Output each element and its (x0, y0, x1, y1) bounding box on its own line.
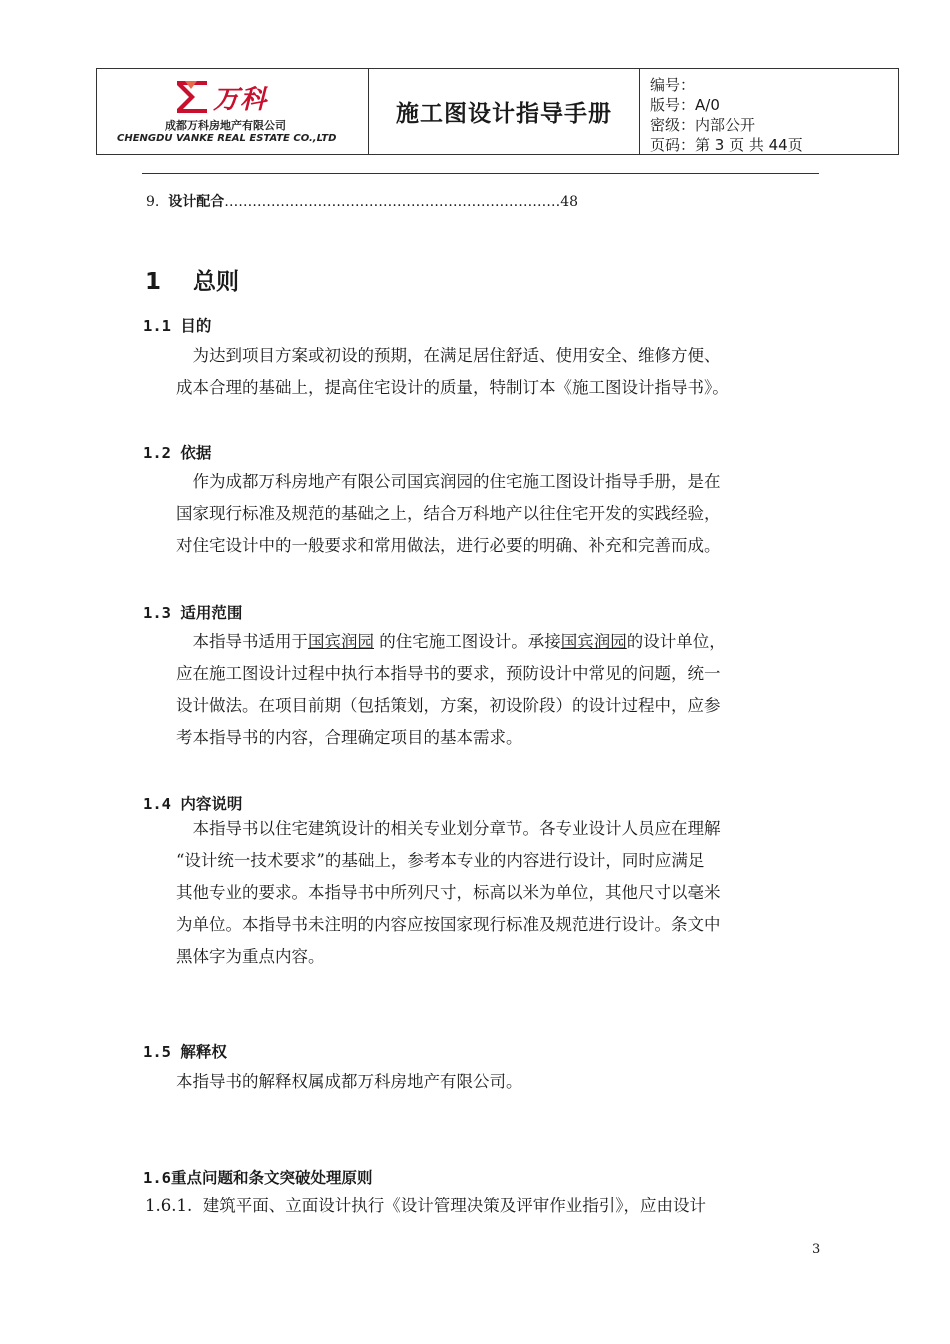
header-divider (142, 173, 819, 174)
section-paragraph (176, 626, 824, 754)
text-run: 本指导书适用于 (176, 632, 308, 651)
vanke-logo-icon (175, 79, 209, 113)
meta-code: 编号： (650, 76, 696, 94)
company-logo (97, 69, 369, 154)
paragraph-line: 成本合理的基础上，提高住宅设计的质量，特制订本《施工图设计指导书》。 (176, 378, 729, 397)
section-title: 目的 (180, 317, 212, 335)
toc-label: 设计配合 (168, 194, 225, 210)
section-title: 适用范围 (180, 604, 243, 622)
text-run: 的设计单位， (626, 632, 726, 651)
paragraph-line: 本指导书的解释权属成都万科房地产有限公司。 (176, 1072, 523, 1091)
paragraph-line: 国家现行标准及规范的基础之上，结合万科地产以往住宅开发的实践经验， (176, 504, 721, 523)
chapter-title: 总则 (193, 269, 240, 295)
paragraph-line: 考本指导书的内容，合理确定项目的基本需求。 (176, 728, 523, 747)
section-heading (143, 601, 242, 623)
logo-company-cn: 成都万科房地产有限公司 (165, 119, 286, 132)
paragraph-line: 对住宅设计中的一般要求和常用做法，进行必要的明确、补充和完善而成。 (176, 536, 721, 555)
section-heading (143, 792, 242, 814)
logo-wordmark: 万科 (213, 85, 268, 115)
section-paragraph (176, 466, 824, 562)
paragraph-line: 为单位。本指导书未注明的内容应按国家现行标准及规范进行设计。条文中 (176, 915, 721, 934)
section-paragraph (176, 340, 824, 404)
section-number: 1.5 (143, 1043, 171, 1061)
paragraph-line: 设计做法。在项目前期（包括策划，方案，初设阶段）的设计过程中，应参 (176, 696, 721, 715)
document-title: 施工图设计指导手册 (369, 69, 640, 154)
section-title: 重点问题和条文突破处理原则 (171, 1169, 373, 1187)
clause-item (145, 1192, 706, 1216)
clause-text: 建筑平面、立面设计执行《设计管理决策及评审作业指引》，应由设计 (202, 1196, 706, 1215)
logo-company-en: CHENGDU VANKE REAL ESTATE CO.,LTD (117, 133, 337, 144)
paragraph-line: 黑体字为重点内容。 (176, 947, 325, 966)
clause-number: 1.6.1. (145, 1196, 193, 1215)
section-paragraph (176, 813, 824, 973)
page-number: 3 (812, 1242, 821, 1257)
section-title: 依据 (180, 444, 212, 462)
paragraph-line: 作为成都万科房地产有限公司国宾润园的住宅施工图设计指导手册，是在 (176, 472, 721, 491)
section-heading (143, 1040, 227, 1062)
text-run: 的住宅施工图设计。承接 (374, 632, 561, 651)
section-number: 1.2 (143, 444, 171, 462)
chapter-number: 1 (145, 269, 162, 295)
meta-security: 密级：内部公开 (650, 116, 756, 134)
paragraph-line: 本指导书以住宅建筑设计的相关专业划分章节。各专业设计人员应在理解 (176, 819, 721, 838)
section-heading (143, 441, 211, 463)
section-paragraph (176, 1066, 824, 1098)
section-number: 1.4 (143, 795, 171, 813)
document-header (96, 68, 899, 155)
toc-leader: ……………………………………………………………… (224, 194, 561, 210)
paragraph-line: 为达到项目方案或初设的预期，在满足居住舒适、使用安全、维修方便、 (176, 346, 721, 365)
section-number: 1.1 (143, 317, 171, 335)
toc-page: 48 (560, 194, 579, 210)
paragraph-line (176, 626, 824, 658)
section-title: 解释权 (180, 1043, 227, 1061)
paragraph-line: 应在施工图设计过程中执行本指导书的要求，预防设计中常见的问题，统一 (176, 664, 721, 683)
section-number: 1.6 (143, 1169, 171, 1187)
paragraph-line: 其他专业的要求。本指导书中所列尺寸，标高以米为单位，其他尺寸以毫米 (176, 883, 721, 902)
document-meta (640, 69, 898, 154)
meta-page: 页码：第 3 页 共 44页 (650, 136, 803, 154)
section-number: 1.3 (143, 604, 171, 622)
meta-version: 版号：A/0 (650, 96, 720, 114)
toc-entry (146, 191, 578, 211)
project-name: 国宾润园 (308, 632, 374, 651)
section-heading (143, 314, 211, 336)
project-name: 国宾润园 (560, 632, 627, 651)
chapter-heading (145, 263, 239, 296)
paragraph-line: “设计统一技术要求”的基础上，参考本专业的内容进行设计，同时应满足 (176, 851, 705, 870)
toc-num: 9. (146, 194, 160, 210)
section-heading (143, 1166, 373, 1188)
section-title: 内容说明 (180, 795, 243, 813)
